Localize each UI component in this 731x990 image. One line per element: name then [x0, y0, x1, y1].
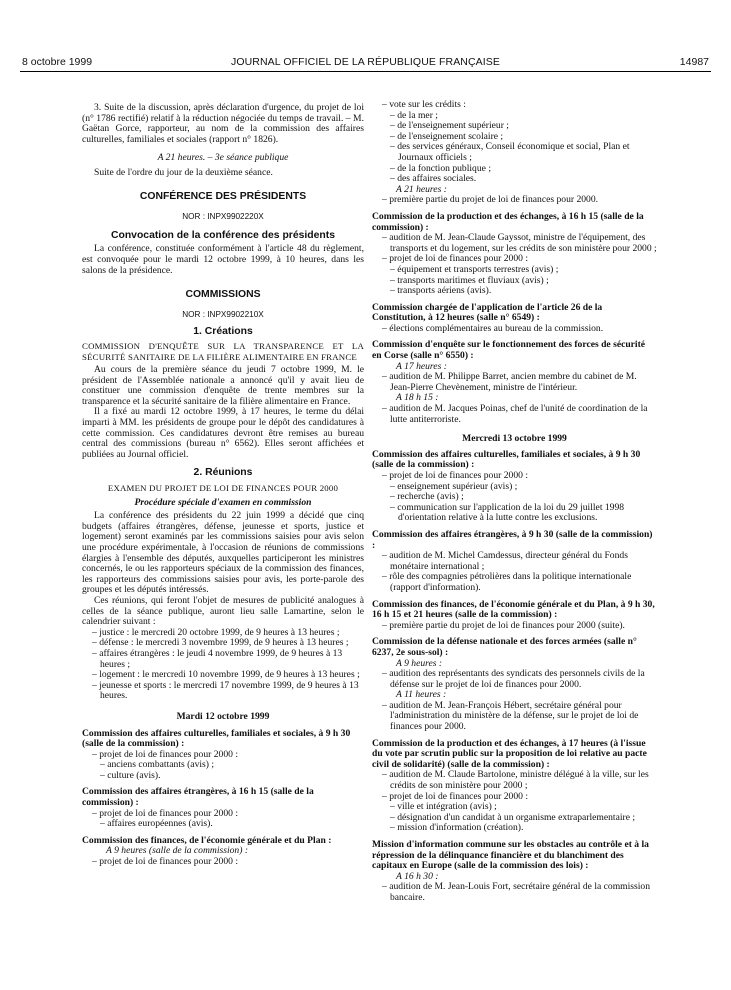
header-journal-title: JOURNAL OFFICIEL DE LA RÉPUBLIQUE FRANÇAISE — [231, 56, 500, 68]
agenda-item: – enseignement supérieur (avis) ; — [390, 480, 518, 492]
calendar-item: – logement : le mercredi 10 novembre 1999, de 9 heures à 13 heures ; — [92, 669, 360, 681]
mardi-title: Mardi 12 octobre 1999 — [176, 710, 270, 722]
agenda-item: – projet de loi de finances pour 2000 : — [92, 807, 239, 819]
agenda-item: – projet de loi de finances pour 2000 : — [92, 748, 239, 760]
conference-title: CONFÉRENCE DES PRÉSIDENTS — [139, 190, 307, 202]
agenda-item: – des services généraux, Conseil économique et social, Plan et Journaux officiels ; — [390, 141, 630, 163]
agenda-item: – culture (avis). — [100, 769, 161, 781]
agenda-item: – des affaires sociales. — [390, 173, 477, 185]
agenda-item: – mission d'information (création). — [390, 822, 524, 834]
commission-heading: Commission des affaires culturelles, familiales et sociales, à 9 h 30 (salle de la commission) : — [82, 727, 351, 750]
calendar-item: – affaires étrangères : le jeudi 4 novembre 1999, de 9 heures à 13 heures ; — [92, 647, 343, 670]
agenda-item: – élections complémentaires au bureau de la commission. — [382, 322, 604, 334]
reunions-paragraph-1: La conférence des présidents du 22 juin 1999 a décidé que cinq budgets (affaires étrangères, défense, jeunesse et sports, justice et logement) seront examinés par les commissions saisies pour avis selon une procédure expérimentale, à l'occasion de réunions de commissions élargies à l'ensemble des députés, auxquelles participeront les ministres concernés, le ou les rapporteurs spéciaux de la commission des finances, les rapporteurs des commissions saisies pour avis, les porte-parole des groupes et les députés intéressés. — [82, 510, 364, 596]
agenda-item: – de l'enseignement supérieur ; — [390, 120, 509, 132]
agenda-item: – de la fonction publique ; — [390, 162, 491, 174]
agenda-item: – audition de M. Philippe Barret, ancien membre du cabinet de M. Jean-Pierre Chevènement, ministre de l'intérieur. — [382, 371, 637, 393]
mercredi-title: Mercredi 13 octobre 1999 — [462, 433, 567, 445]
agenda-item: – projet de loi de finances pour 2000 : — [92, 856, 239, 868]
creations-paragraph-2: Il a fixé au mardi 12 octobre 1999, à 17 heures, le terme du délai imparti à MM. les présidents de groupe pour le dépôt des candidatures à cette commission. Ces candidatures devront être remises au bureau central des commissions (bureau n° 6562). Elles seront affichées et publiées au Journal officiel. — [82, 406, 364, 460]
convocation-text: La conférence, constituée conformément à l'article 48 du règlement, est convoquée pour le mardi 12 octobre 1999, à 10 heures, dans les salons de la présidence. — [82, 243, 364, 276]
commission-heading: Commission de la production et des échanges, à 17 heures (à l'issue du vote par scrutin public sur la proposition de loi relative au pacte civil de solidarité) (salle de la commission) : — [372, 737, 647, 770]
agenda-item: – communication sur l'application de la loi du 29 juillet 1998 d'orientation relative à la lutte contre les exclusions. — [390, 501, 625, 524]
commission-heading: Mission d'information commune sur les obstacles au contrôle et à la répression de la délinquance financière et du blanchiment des capitaux en Europe (salle de la commission des lois) : — [372, 839, 649, 872]
right-column — [372, 100, 657, 904]
commission-heading: Commission chargée de l'application de l'article 26 de la Constitution, à 12 heures (salle n° 6549) : — [372, 301, 603, 324]
agenda-item: – désignation d'un candidat à un organisme extraparlementaire ; — [390, 811, 636, 823]
reunions-paragraph-2: Ces réunions, qui feront l'objet de mesures de publicité analogues à celles de la séance publique, auront lieu salle Lamartine, selon le calendrier suivant : — [82, 594, 364, 628]
commission-heading: Commission des affaires étrangères, à 16 h 15 (salle de la commission) : — [82, 786, 314, 809]
conference-nor: NOR : INPX9902220X — [182, 212, 264, 222]
agenda-item: – audition des représentants des syndicats des personnels civils de la défense sur le projet de loi de finances pour 2000. — [382, 668, 645, 690]
left-column — [82, 100, 364, 868]
agenda-time: A 11 heures : — [396, 689, 447, 701]
creations-heading: COMMISSION D'ENQUÊTE SUR LA TRANSPARENCE ET LA SÉCURITÉ SANITAIRE DE LA FILIÈRE ALIMENTAIRE EN FRANCE — [82, 340, 364, 362]
calendar-item: – défense : le mercredi 3 novembre 1999, de 9 heures à 13 heures ; — [92, 637, 349, 649]
commission-heading: Commission des affaires culturelles, familiales et sociales, à 9 h 30 (salle de la commission) : — [372, 448, 641, 471]
reunions-title: 2. Réunions — [193, 467, 253, 479]
agenda-item: – vote sur les crédits : — [382, 99, 466, 110]
reunions-subheading: Procédure spéciale d'examen en commission — [134, 496, 312, 508]
creations-paragraph-1: Au cours de la première séance du jeudi 7 octobre 1999, M. le président de l'Assemblée nationale a annoncé qu'il y avait lieu de constituer une commission d'enquête de trente membres sur la transparence et la sécurité sanitaire de la filière alimentaire en France. — [82, 364, 364, 407]
agenda-item: – affaires européennes (avis). — [100, 818, 213, 830]
commission-heading: Commission des affaires étrangères, à 9 h 30 (salle de la commission) : — [372, 528, 653, 551]
agenda-item: – audition de M. Michel Camdessus, directeur général du Fonds monétaire international ; — [382, 550, 628, 572]
header-page-number: 14987 — [679, 56, 709, 68]
agenda-time: A 18 h 15 : — [396, 392, 439, 404]
agenda-item: – transports aériens (avis). — [390, 285, 492, 297]
commission-heading: Commission des finances, de l'économie générale et du Plan : — [82, 834, 332, 846]
commission-heading: Commission de la défense nationale et des forces armées (salle n° 6237, 2e sous-sol) : — [372, 636, 637, 658]
calendar-item: – jeunesse et sports : le mercredi 17 novembre 1999, de 9 heures à 13 heures. — [92, 679, 359, 702]
agenda-item: – de l'enseignement scolaire ; — [390, 130, 504, 142]
agenda-item: – de la mer ; — [390, 109, 438, 121]
calendar-list — [82, 628, 364, 702]
calendar-item: – justice : le mercredi 20 octobre 1999, de 9 heures à 13 heures ; — [92, 626, 340, 638]
creations-title: 1. Créations — [193, 326, 253, 338]
agenda-item: – audition de M. Jean-Claude Gayssot, ministre de l'équipement, des transports et du logement, sur les crédits de son ministère pour 2000 ; — [382, 232, 657, 254]
page-header — [0, 56, 731, 70]
agenda-item: – projet de loi de finances pour 2000 : — [382, 253, 529, 265]
intro-paragraph: 3. Suite de la discussion, après déclaration d'urgence, du projet de loi (n° 1786 rectifié) relatif à la réduction négociée du temps de travail. – M. Gaëtan Gorce, rapporteur, au nom de la commission des affaires culturelles, familiales et sociales (rapport n° 1826). — [82, 102, 364, 145]
agenda-time: A 17 heures : — [396, 360, 447, 372]
commission-heading: Commission d'enquête sur le fonctionnement des forces de sécurité en Corse (salle n° 6550) : — [372, 339, 646, 362]
agenda-item: – première partie du projet de loi de finances pour 2000 (suite). — [382, 619, 625, 631]
agenda-item: – transports maritimes et fluviaux (avis) ; — [390, 274, 549, 286]
seance-text: Suite de l'ordre du jour de la deuxième séance. — [94, 166, 273, 178]
convocation-title: Convocation de la conférence des présidents — [110, 229, 336, 241]
commission-heading: Commission des finances, de l'économie générale et du Plan, à 9 h 30, 16 h 15 et 21 heures (salle de la commission) : — [372, 598, 655, 621]
agenda-item: – audition de M. Jean-Louis Fort, secrétaire général de la commission bancaire. — [382, 881, 651, 903]
agenda-time: A 9 heures : — [396, 657, 443, 669]
header-date: 8 octobre 1999 — [22, 56, 93, 68]
agenda-item: – rôle des compagnies pétrolières dans la politique internationale (rapport d'information). — [382, 571, 632, 593]
commissions-title: COMMISSIONS — [185, 289, 261, 301]
agenda-item: – audition de M. Jean-François Hébert, secrétaire général pour l'administration du ministère de la défense, sur le projet de loi de finances pour 2000. — [382, 699, 639, 733]
agenda-item: – première partie du projet de loi de finances pour 2000. — [382, 194, 599, 206]
agenda-item: – audition de M. Claude Bartolone, ministre délégué à la ville, sur les crédits de son ministère pour 2000 ; — [382, 769, 649, 792]
commissions-nor: NOR : INPX9902210X — [182, 309, 264, 319]
agenda-item: – ville et intégration (avis) ; — [390, 801, 497, 813]
agenda-time: A 9 heures (salle de la commission) : — [106, 845, 249, 857]
reunions-heading: EXAMEN DU PROJET DE LOI DE FINANCES POUR 2000 — [107, 483, 339, 494]
header-rule — [20, 71, 711, 72]
agenda-item: – audition de M. Jacques Poinas, chef de l'unité de coordination de la lutte antiterroriste. — [382, 403, 648, 425]
commission-heading: Commission de la production et des échanges, à 16 h 15 (salle de la commission) : — [372, 210, 644, 233]
agenda-item: – recherche (avis) ; — [390, 491, 464, 503]
agenda-item: – anciens combattants (avis) ; — [100, 759, 215, 771]
agenda-time: A 21 heures : — [396, 183, 447, 195]
agenda-time: A 16 h 30 : — [396, 870, 439, 882]
agenda-item: – équipement et transports terrestres (avis) ; — [390, 263, 559, 275]
agenda-item: – projet de loi de finances pour 2000 : — [382, 790, 529, 802]
agenda-item: – projet de loi de finances pour 2000 : — [382, 470, 529, 481]
seance-time: A 21 heures. – 3e séance publique — [157, 152, 289, 164]
